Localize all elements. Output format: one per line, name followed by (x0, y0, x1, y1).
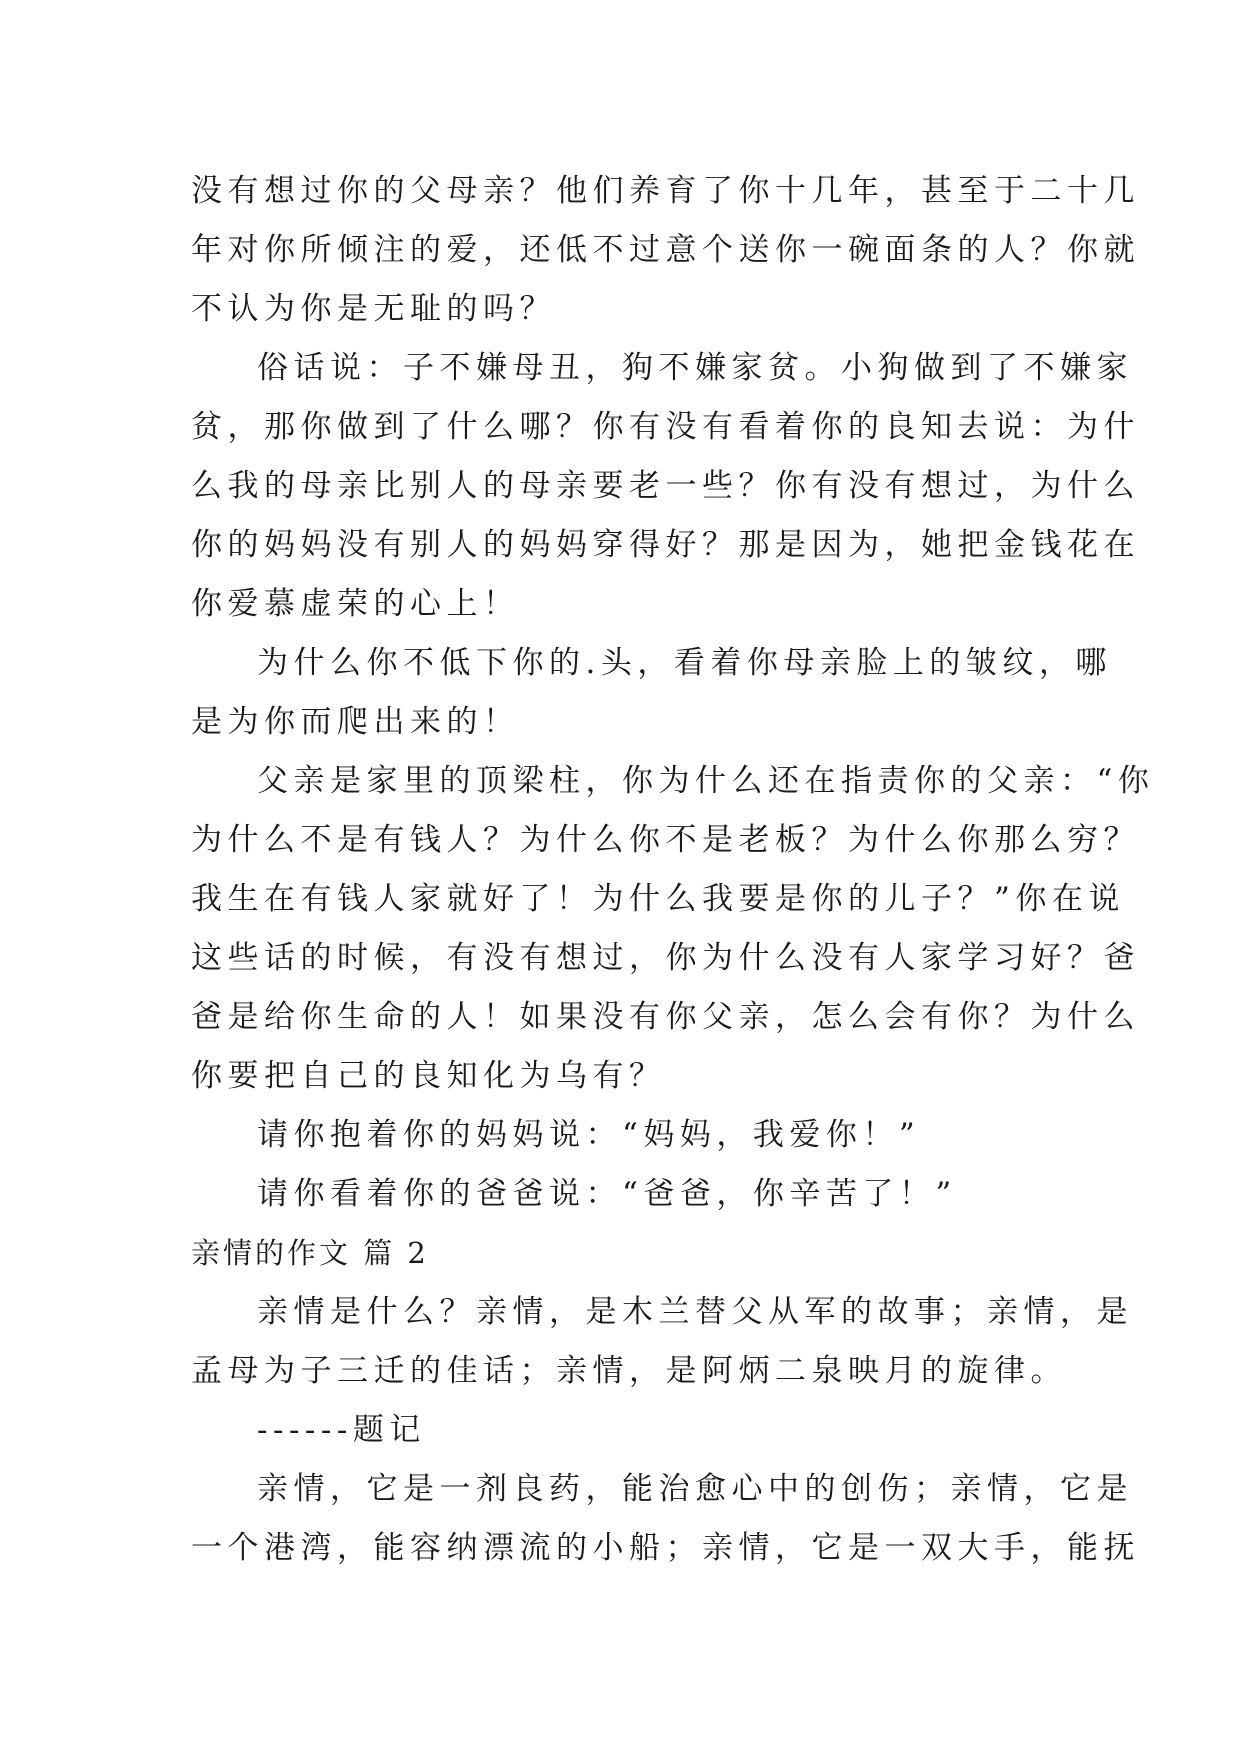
text-line: 为什么你不低下你的.头，看着你母亲脸上的皱纹，哪 (257, 645, 1112, 681)
text-line: 请你抱着你的妈妈说：“妈妈，我爱你！” (257, 1117, 921, 1153)
text-line: 是为你而爬出来的！ (191, 704, 520, 740)
text-line: 不认为你是无耻的吗？ (191, 291, 556, 327)
text-line: 年对你所倾注的爱，还低不过意个送你一碗面条的人？你就 (191, 232, 1140, 268)
text-line: 你要把自己的良知化为乌有？ (191, 1058, 666, 1094)
document-body (191, 162, 1155, 1578)
section-heading: 亲情的作文 篇 2 (191, 1236, 429, 1270)
text-line: 为什么不是有钱人？为什么你不是老板？为什么你那么穷？ (191, 822, 1140, 858)
text-line: 贫，那你做到了什么哪？你有没有看着你的良知去说：为什 (191, 409, 1140, 445)
text-line: 这些话的时候，有没有想过，你为什么没有人家学习好？爸 (191, 940, 1140, 976)
text-line: 我生在有钱人家就好了！为什么我要是你的儿子？”你在说 (191, 881, 1125, 917)
text-line: 一个港湾，能容纳漂流的小船；亲情，它是一双大手，能抚 (191, 1530, 1140, 1566)
text-line: ------题记 (257, 1412, 426, 1448)
text-line: 亲情，它是一剂良药，能治愈心中的创伤；亲情，它是 (257, 1471, 1133, 1507)
text-line: 父亲是家里的顶梁柱，你为什么还在指责你的父亲：“你 (257, 763, 1155, 799)
text-line: 没有想过你的父母亲？他们养育了你十几年，甚至于二十几 (191, 173, 1140, 209)
text-line: 俗话说：子不嫌母丑，狗不嫌家贫。小狗做到了不嫌家 (257, 350, 1133, 386)
text-line: 孟母为子三迁的佳话；亲情，是阿炳二泉映月的旋律。 (191, 1353, 1067, 1389)
text-line: 爸是给你生命的人！如果没有你父亲，怎么会有你？为什么 (191, 999, 1140, 1035)
text-line: 么我的母亲比别人的母亲要老一些？你有没有想过，为什么 (191, 468, 1140, 504)
text-line: 请你看着你的爸爸说：“爸爸，你辛苦了！” (257, 1176, 957, 1212)
text-line: 你的妈妈没有别人的妈妈穿得好？那是因为，她把金钱花在 (191, 527, 1140, 563)
text-line: 你爱慕虚荣的心上！ (191, 586, 520, 622)
text-line: 亲情是什么？亲情，是木兰替父从军的故事；亲情，是 (257, 1294, 1133, 1330)
